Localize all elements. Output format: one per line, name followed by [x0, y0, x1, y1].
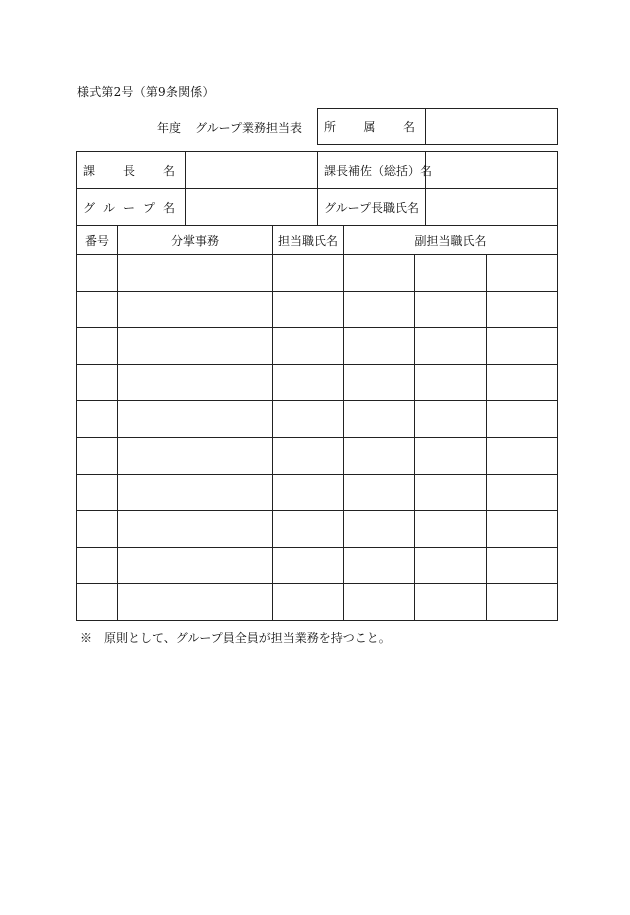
deputy-2-cell[interactable] [415, 364, 487, 401]
deputy-1-cell[interactable] [344, 255, 415, 292]
group-name-label-char: 名 [162, 200, 175, 215]
person-in-charge-cell[interactable] [273, 437, 344, 474]
deputy-1-cell[interactable] [344, 364, 415, 401]
number-cell[interactable] [77, 255, 118, 292]
deputy-chief-field[interactable] [426, 152, 558, 189]
table-row [77, 437, 558, 474]
table-row [77, 584, 558, 621]
deputy-2-cell[interactable] [415, 511, 487, 548]
duty-assignment-table [76, 225, 558, 621]
number-cell[interactable] [77, 328, 118, 365]
header-duties: 分掌事務 [118, 226, 273, 255]
deputy-3-cell[interactable] [487, 364, 558, 401]
deputy-3-cell[interactable] [487, 584, 558, 621]
section-chief-label [77, 152, 186, 189]
group-name-label-char: プ [142, 200, 155, 215]
table-row [77, 511, 558, 548]
affiliation-field[interactable] [426, 109, 558, 145]
form-number-label: 様式第2号（第9条関係） [77, 85, 215, 99]
duties-cell[interactable] [118, 511, 273, 548]
affiliation-label-char: 属 [363, 120, 376, 134]
deputy-2-cell[interactable] [415, 584, 487, 621]
duties-cell[interactable] [118, 255, 273, 292]
deputy-1-cell[interactable] [344, 401, 415, 438]
number-cell[interactable] [77, 364, 118, 401]
number-cell[interactable] [77, 511, 118, 548]
section-chief-label-char: 課 [83, 163, 96, 178]
deputy-3-cell[interactable] [487, 401, 558, 438]
deputy-2-cell[interactable] [415, 291, 487, 328]
person-in-charge-cell[interactable] [273, 364, 344, 401]
number-cell[interactable] [77, 291, 118, 328]
deputy-3-cell[interactable] [487, 511, 558, 548]
duties-cell[interactable] [118, 328, 273, 365]
number-cell[interactable] [77, 474, 118, 511]
person-in-charge-cell[interactable] [273, 584, 344, 621]
person-in-charge-cell[interactable] [273, 511, 344, 548]
table-row [77, 291, 558, 328]
group-name-label-char: ル [102, 200, 115, 215]
duties-cell[interactable] [118, 401, 273, 438]
affiliation-label-char: 所 [324, 120, 337, 134]
fiscal-year-label: 年度 [157, 121, 182, 135]
person-in-charge-cell[interactable] [273, 328, 344, 365]
group-name-label [77, 189, 186, 226]
deputy-3-cell[interactable] [487, 255, 558, 292]
deputy-2-cell[interactable] [415, 437, 487, 474]
header-deputy-in-charge: 副担当職氏名 [344, 226, 558, 255]
section-chief-label-char: 名 [162, 163, 175, 178]
section-chief-field[interactable] [186, 152, 318, 189]
deputy-chief-label: 課長補佐（総括）名 [318, 152, 426, 189]
group-leader-field[interactable] [426, 189, 558, 226]
deputy-3-cell[interactable] [487, 291, 558, 328]
person-in-charge-cell[interactable] [273, 291, 344, 328]
deputy-2-cell[interactable] [415, 547, 487, 584]
person-in-charge-cell[interactable] [273, 401, 344, 438]
table-row [77, 547, 558, 584]
table-row [77, 328, 558, 365]
group-leader-label: グループ長職氏名 [318, 189, 426, 226]
person-in-charge-cell[interactable] [273, 474, 344, 511]
number-cell[interactable] [77, 437, 118, 474]
deputy-3-cell[interactable] [487, 437, 558, 474]
duties-cell[interactable] [118, 291, 273, 328]
footnote: ※ 原則として、グループ員全員が担当業務を持つこと。 [80, 631, 391, 645]
group-name-field[interactable] [186, 189, 318, 226]
number-cell[interactable] [77, 547, 118, 584]
deputy-1-cell[interactable] [344, 328, 415, 365]
deputy-1-cell[interactable] [344, 437, 415, 474]
form-title [157, 119, 302, 136]
number-cell[interactable] [77, 584, 118, 621]
deputy-1-cell[interactable] [344, 291, 415, 328]
deputy-1-cell[interactable] [344, 474, 415, 511]
affiliation-label [318, 109, 426, 145]
deputy-1-cell[interactable] [344, 511, 415, 548]
deputy-3-cell[interactable] [487, 547, 558, 584]
affiliation-table [317, 108, 558, 145]
deputy-2-cell[interactable] [415, 401, 487, 438]
number-cell[interactable] [77, 401, 118, 438]
affiliation-label-char: 名 [402, 120, 415, 134]
person-in-charge-cell[interactable] [273, 255, 344, 292]
table-row [77, 364, 558, 401]
header-person-in-charge: 担当職氏名 [273, 226, 344, 255]
header-number: 番号 [77, 226, 118, 255]
deputy-3-cell[interactable] [487, 474, 558, 511]
duties-cell[interactable] [118, 547, 273, 584]
group-name-label-char: グ [83, 200, 96, 215]
deputy-3-cell[interactable] [487, 328, 558, 365]
table-row [77, 474, 558, 511]
personnel-info-table [76, 151, 558, 226]
deputy-2-cell[interactable] [415, 255, 487, 292]
deputy-2-cell[interactable] [415, 474, 487, 511]
deputy-1-cell[interactable] [344, 584, 415, 621]
group-name-label-char: ー [122, 200, 135, 215]
table-row [77, 255, 558, 292]
table-row [77, 401, 558, 438]
duties-cell[interactable] [118, 364, 273, 401]
duties-cell[interactable] [118, 474, 273, 511]
person-in-charge-cell[interactable] [273, 547, 344, 584]
deputy-1-cell[interactable] [344, 547, 415, 584]
duties-cell[interactable] [118, 584, 273, 621]
form-title-text: グループ業務担当表 [195, 121, 303, 135]
section-chief-label-char: 長 [122, 163, 135, 178]
deputy-2-cell[interactable] [415, 328, 487, 365]
duties-cell[interactable] [118, 437, 273, 474]
